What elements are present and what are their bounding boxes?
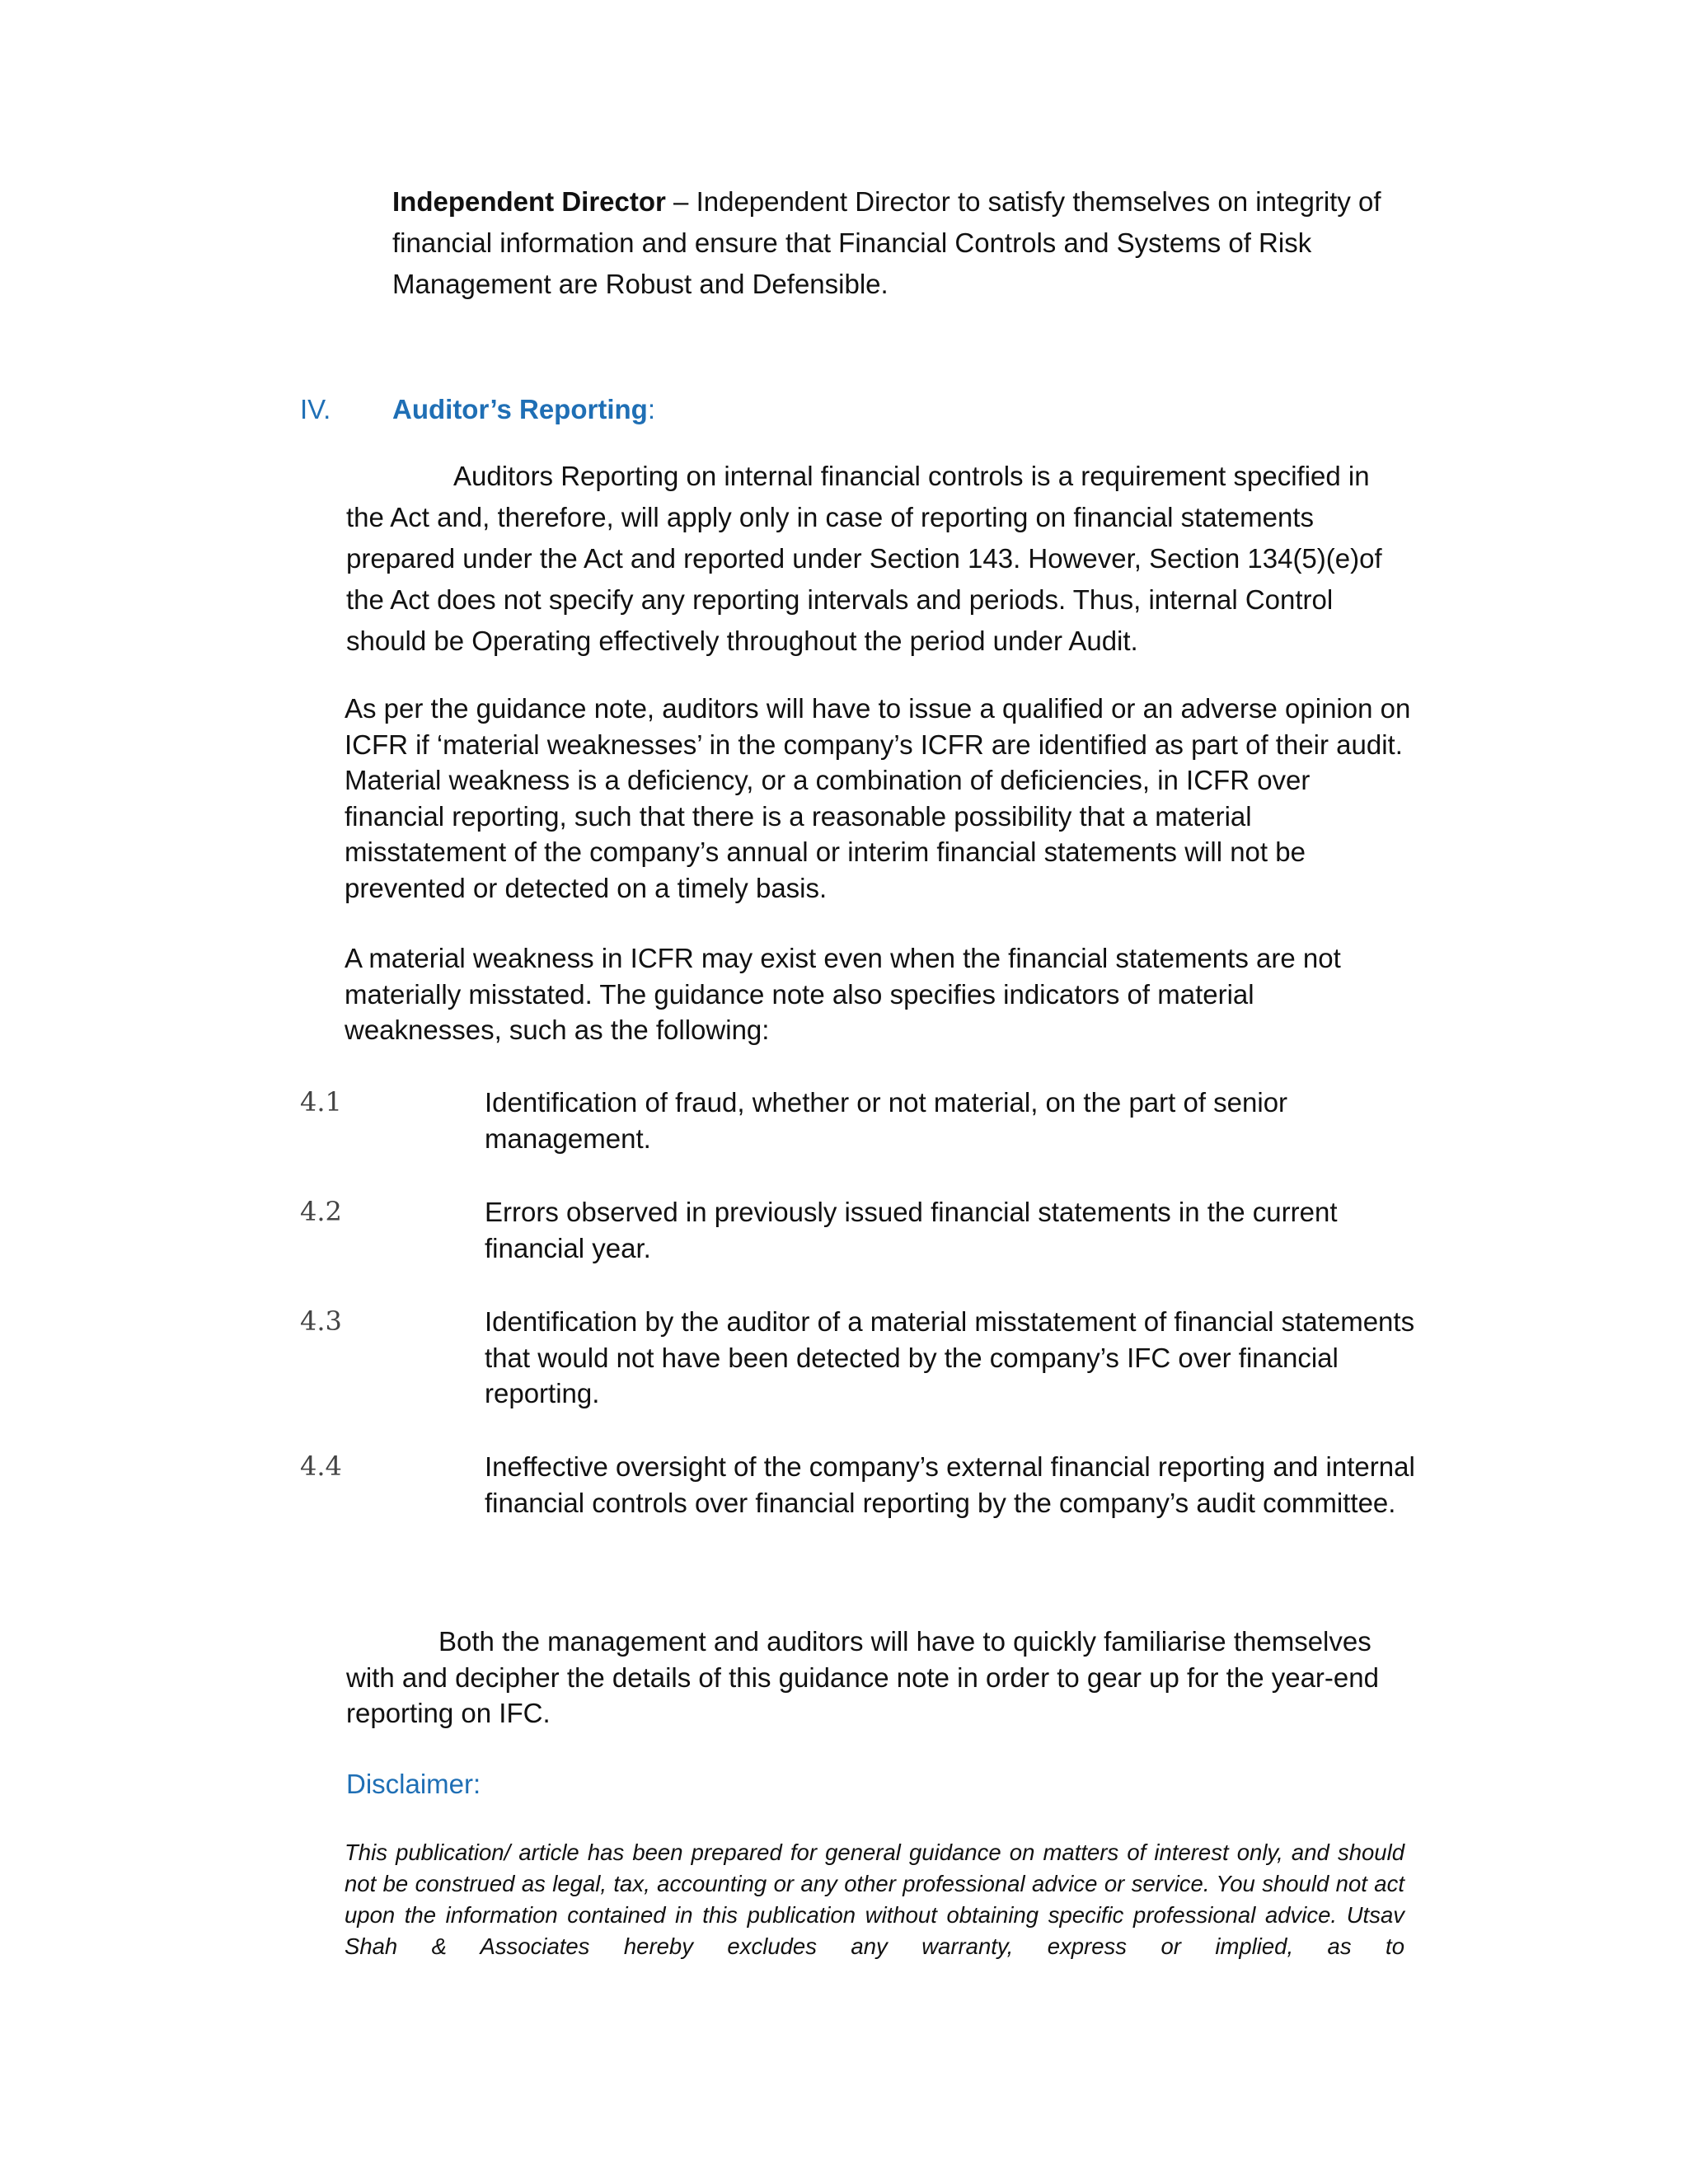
item-text-4-2: Errors observed in previously issued financial statements in the current financial year.: [485, 1197, 1338, 1263]
paragraph-3: A material weakness in ICFR may exist even when the financial statements are not materially misstated. The guidance note also specifies indicators of material weaknesses, such as the following:: [345, 943, 1341, 1045]
item-text-4-3: Identification by the auditor of a material misstatement of financial statements that would not have been detected by the company’s IFC over financial reporting.: [485, 1306, 1415, 1408]
independent-director-text: Independent Director to satisfy themselves on integrity of financial information and ensure that Financial Controls and Systems of Risk Management are Robust and Defensible.: [392, 186, 1381, 299]
item-number-4-1: 4.1: [300, 1086, 342, 1118]
item-number-4-4: 4.4: [300, 1451, 342, 1482]
paragraph-1-text: Auditors Reporting on internal financial controls is a requirement specified in the Act and, therefore, will apply only in case of reporting on financial statements prepared under the Act and reported under Section 143. However, Section 134(5)(e)of the Act does not specify any reporting intervals and periods. Thus, internal Control should be Operating effectively throughout the period under Audit.: [346, 461, 1382, 656]
item-text-4-1: Identification of fraud, whether or not material, on the part of senior management.: [485, 1087, 1288, 1154]
item-text-4-4: Ineffective oversight of the company’s external financial reporting and internal financial controls over financial reporting by the company’s audit committee.: [485, 1451, 1415, 1518]
independent-director-paragraph: [392, 181, 1406, 305]
independent-director-dash: –: [665, 186, 696, 217]
section-title: Auditor’s Reporting: [392, 394, 648, 424]
paragraph-1: [346, 456, 1409, 662]
item-number-4-3: 4.3: [300, 1305, 342, 1337]
section-heading: [392, 394, 655, 425]
paragraph-4: [346, 1624, 1409, 1732]
paragraph-4-text: Both the management and auditors will have to quickly familiarise themselves with and decipher the details of this guidance note in order to gear up for the year-end reporting on IFC.: [346, 1626, 1379, 1728]
independent-director-title: Independent Director: [392, 186, 666, 217]
item-number-4-2: 4.2: [300, 1196, 342, 1227]
section-colon: :: [647, 394, 655, 424]
paragraph-2: As per the guidance note, auditors will have to issue a qualified or an adverse opinion on ICFR if ‘material weaknesses’ in the company’s ICFR are identified as part of their audit. Material weakness is a deficiency, or a combination of deficiencies, in ICFR over financial reporting, such that there is a reasonable possibility that a material misstatement of the company’s annual or interim financial statements will not be prevented or detected on a timely basis.: [345, 693, 1411, 903]
disclaimer-text: This publication/ article has been prepared for general guidance on matters of interest only, and should not be construed as legal, tax, accounting or any other professional advice or service. You should not act upon the information contained in this publication without obtaining specific professional advice. Utsav Shah & Associates hereby excludes any warranty, express or implied, as to: [345, 1840, 1404, 1959]
disclaimer-heading: Disclaimer:: [346, 1769, 481, 1799]
section-numeral: IV.: [300, 394, 331, 424]
